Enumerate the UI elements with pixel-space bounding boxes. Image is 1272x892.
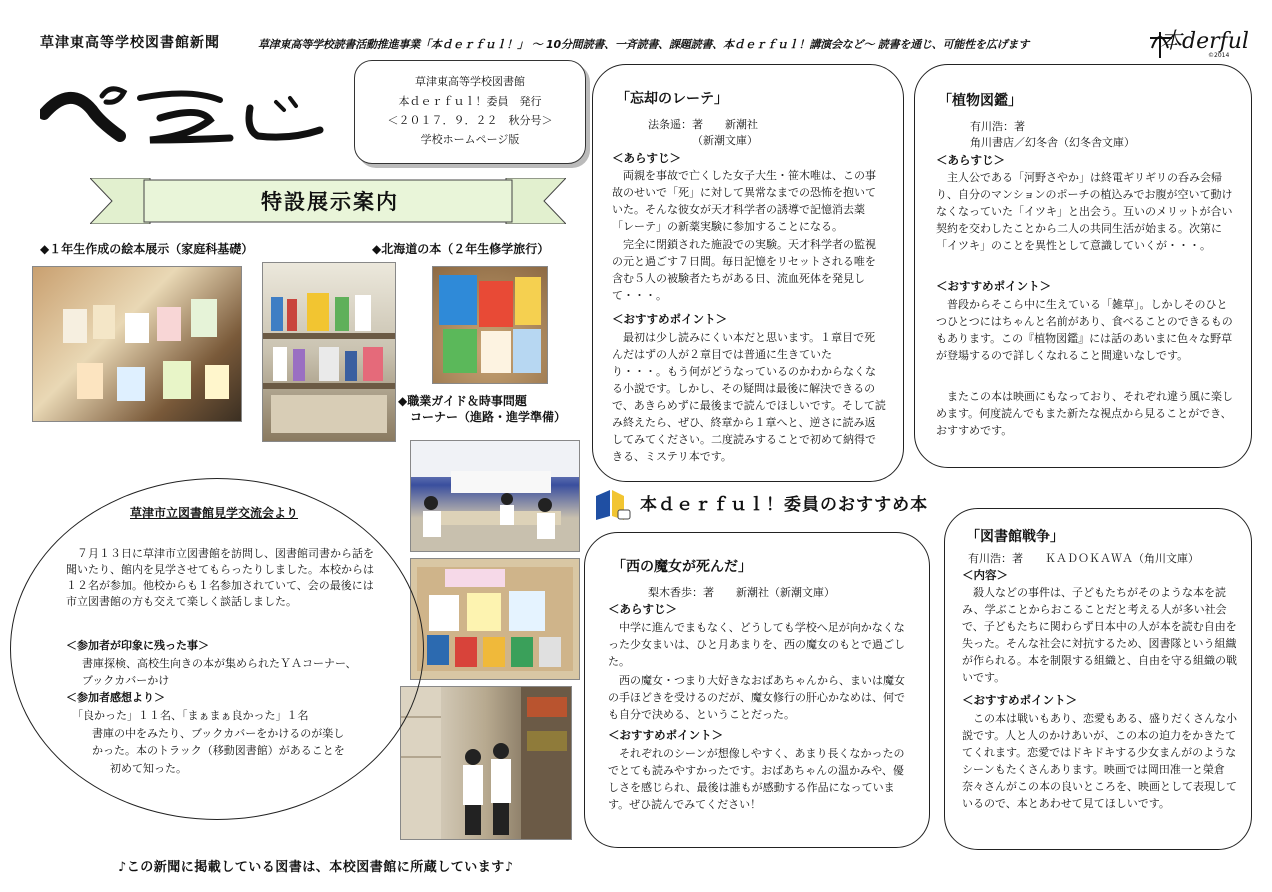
point-lethe: 最初は少し読みにくい本だと思います。１章目で死んだはずの人が２章目では普通に生きていたり・・・。もう何がどうなっているのかわからなくなる小説です。しかし、その疑問は最後に解決できるので、あきらめずに最後まで読んでほしいです。そして読み終えたら、ぜひ、終章から１章へと、逆さに読み返してみてください。二度読みすることで初めて納得できる、ミステリ本です。 (612, 331, 886, 463)
visit-feedback-line1: 「良かった」１１名、「まぁまぁ良かった」１名 (72, 709, 309, 722)
photo-career-shelf (262, 262, 396, 442)
visit-feedback-line4: 初めて知った。 (110, 762, 187, 775)
book-author-lethe: 法条遥：著 新潮社 (648, 118, 758, 131)
issue-edition: 学校ホームページ版 (420, 133, 520, 146)
visit-feedback-line2: 書庫の中をみたり、ブックカバーをかけるのが楽し (92, 727, 345, 740)
book-cup-art (594, 488, 634, 522)
synopsis-heading-witch: ＜あらすじ＞ (608, 602, 677, 616)
photo-visit-meeting (410, 440, 580, 552)
book-publisher-plants: 角川書店／幻冬舎（幻冬舎文庫） (970, 136, 1135, 149)
point-library-war: この本は戦いもあり、恋愛もある、盛りだくさんな小説です。人と人のかけあいが、この本の迫力をかきたててくれます。恋愛ではドキドキする少女まんがのようなシーンもたくさんあります。映画では岡田准一と榮倉奈々さんがこの本の良いところを、映画として表現しているので、本とあわせて見てほしいです。 (962, 712, 1237, 810)
masthead-logo (40, 80, 340, 150)
photo-stacks-tour (400, 686, 572, 840)
book-title-library-war: 「図書館戦争」 (966, 529, 1064, 545)
board-art (411, 559, 579, 679)
photo-picture-book-display (32, 266, 242, 422)
synopsis-lethe-2: 完全に閉鎖された施設での実験。天才科学者の監視の元と過ごす７日間。毎日記憶をリセットされる唯を含む５人の被験者たちがある日、流血死体を発見して・・・。 (612, 238, 876, 302)
caption-career-guide: ◆職業ガイド＆時事問題 (398, 394, 527, 408)
books-display-art (33, 267, 241, 421)
book-author-witch: 梨木香歩：著 新潮社（新潮文庫） (648, 586, 835, 599)
honderful-logo (1148, 18, 1256, 62)
shelf-art (263, 263, 395, 441)
visit-intro: ７月１３日に草津市立図書館を訪問し、図書館司書から話を聞いたり、館内を見学させてもらったりしました。本校からは１２名が参加。他校からも１名参加されていて、会の最後には市立図書館の方も交えて楽しく談話しました。 (66, 547, 374, 608)
visit-title: 草津市立図書館見学交流会より (130, 506, 299, 520)
stacks-art (401, 687, 571, 839)
header-tagline: 草津東高等学校読書活動推進事業「本ｄｅｒｆｕｌ！」 〜 10分間読書、一斉読書、課題読書、本ｄｅｒｆｕｌ！講演会など〜 読書を通じ、可能性を広げます (258, 38, 1029, 51)
hokkaido-books-art (433, 267, 547, 383)
book-publisher-lethe: （新潮文庫） (692, 134, 758, 147)
point-heading-witch: ＜おすすめポイント＞ (608, 728, 724, 742)
synopsis-plants: 主人公である「河野さやか」は終電ギリギリの呑み会帰り、自分のマンションのポーチの植込みでお腹が空いて動けなくなっていた「イツキ」と出会う。互いのメリットが合い契約を交わしたことから二人の共同生活が始まる。次第に「イツキ」のことを異性として意識していくが・・・。 (936, 171, 1233, 252)
visit-impressions-heading: ＜参加者が印象に残った事＞ (66, 639, 209, 652)
logo-text: 本derful (1160, 29, 1249, 54)
newsletter-title: 草津東高等学校図書館新聞 (40, 35, 220, 51)
content-library-war: 殺人などの事件は、子どもたちがそのような本を読み、学ぶことからおこることだと考える人が多い社会で、子どもたちに関わらず日本中の人が本を読む自由を失った。そんな社会に対抗するため、図書隊という組織が作られる。本を制限する組織と、自由を守る組織の戦いです。 (962, 586, 1237, 684)
synopsis-heading-plants: ＜あらすじ＞ (936, 153, 1005, 167)
open-book-icon (594, 488, 634, 522)
visit-feedback-line3: かった。本のトラック（移動図書館）があることを (92, 744, 345, 757)
content-heading-library-war: ＜内容＞ (962, 568, 1008, 582)
exhibit-banner-text: 特設展示案内 (261, 190, 399, 214)
issue-committee: 本ｄｅｒｆｕｌ！委員 発行 (398, 95, 542, 108)
synopsis-witch-2: 西の魔女・つまり大好きなおばあちゃんから、まいは魔女の手ほどきを受けるのだが、魔女修行の肝心かなめは、何でも自分で決める、ということだった。 (608, 674, 905, 721)
visit-impressions-line1: 書庫探検、高校生向きの本が集められたＹＡコーナー、 (82, 657, 357, 670)
book-author-library-war: 有川浩：著 ＫＡＤＯＫＡＷＡ（角川文庫） (968, 552, 1199, 565)
point-heading-lethe: ＜おすすめポイント＞ (612, 312, 728, 326)
point-witch: それぞれのシーンが想像しやすく、あまり長くなかったのでとても読みやすかったです。おばあちゃんの温かみや、優しさを感じられ、最後は誰もが感動する作品になっています。ぜひ読んでみてください！ (608, 747, 905, 811)
meeting-art (411, 441, 579, 551)
synopsis-heading-lethe: ＜あらすじ＞ (612, 151, 681, 165)
point-plants-2: またこの本は映画にもなっており、それぞれ違う風に楽しめます。何度読んでもまた新たな視点から見ることができ、おすすめです。 (936, 390, 1233, 437)
point-heading-library-war: ＜おすすめポイント＞ (962, 693, 1078, 707)
book-title-plants: 「植物図鑑」 (938, 93, 1022, 109)
masthead-lettering (40, 80, 340, 150)
issue-date: ＜２０１７．９．２２ 秋分号＞ (387, 114, 553, 127)
synopsis-witch-1: 中学に進んでまもなく、どうしても学校へ足が向かなくなった少女まいは、ひと月あまりを、西の魔女のもとで過ごした。 (608, 621, 905, 668)
book-title-witch: 「西の魔女が死んだ」 (612, 559, 752, 575)
issue-publisher: 草津東高等学校図書館 (415, 75, 525, 88)
point-heading-plants: ＜おすすめポイント＞ (936, 279, 1052, 293)
book-title-lethe: 「忘却のレーテ」 (616, 91, 728, 107)
logo-sub: ©2014 (1208, 52, 1230, 59)
book-author-plants: 有川浩：著 (970, 120, 1025, 133)
issue-info-box (354, 60, 586, 164)
caption-picture-books: ◆１年生作成の絵本展示（家庭科基礎） (40, 242, 254, 256)
photo-hokkaido-books (432, 266, 548, 384)
footer-note: ♪この新聞に掲載している図書は、本校図書館に所蔵しています♪ (118, 860, 514, 875)
synopsis-lethe-1: 両親を事故で亡くした女子大生・笹木唯は、この事故のせいで「死」に対して異常なまでの恐怖を抱いていた。そんな彼女が天才科学者の誘導で記憶消去薬「レーテ」の新薬実験に参加することになる。 (612, 169, 876, 233)
caption-career-guide-sub: コーナー（進路・進学準備） (410, 410, 567, 424)
visit-impressions-line2: ブックカバーかけ (82, 674, 170, 687)
recommend-section-heading: 本ｄｅｒｆｕｌ！委員のおすすめ本 (640, 495, 929, 515)
point-plants-1: 普段からそこら中に生えている「雑草」。しかしそのひとつひとつにはちゃんと名前があり、食べることのできるものもあります。この『植物図鑑』には話のあいまに色々な野草が登場するので詳しくなれること間違いなしです。 (936, 298, 1233, 362)
visit-feedback-heading: ＜参加者感想より＞ (66, 691, 165, 704)
caption-hokkaido-books: ◆北海道の本（２年生修学旅行） (372, 242, 550, 256)
photo-library-board (410, 558, 580, 680)
